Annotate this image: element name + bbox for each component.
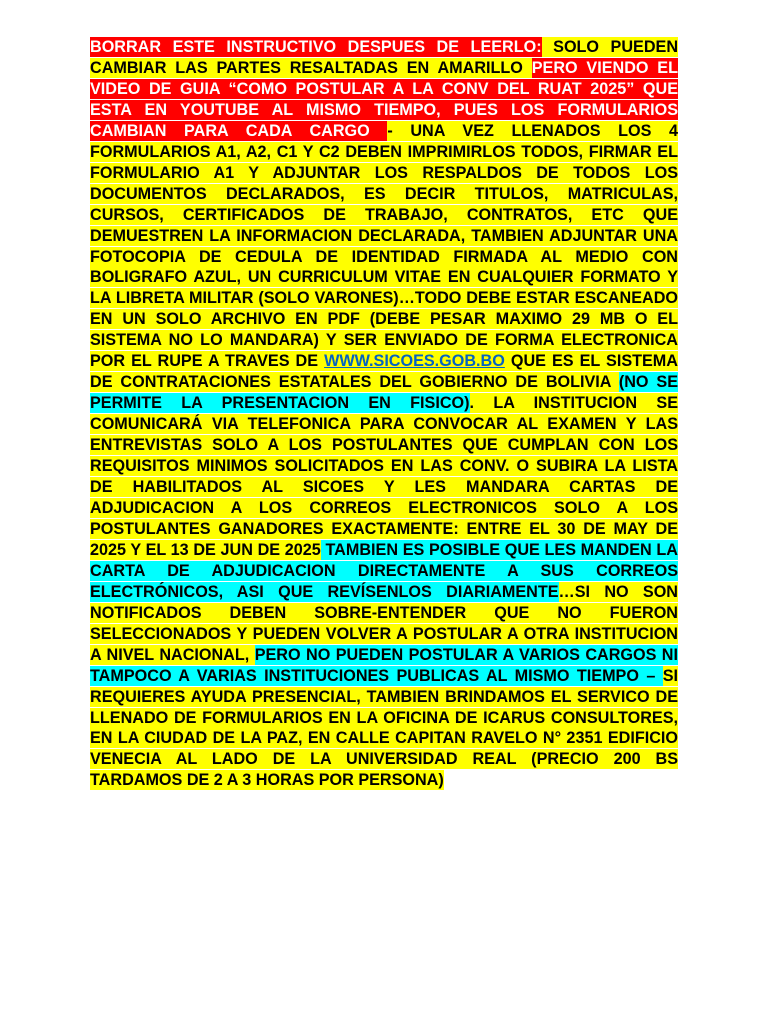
document-page xyxy=(90,37,678,791)
text-segment-no-multiple: PERO NO PUEDEN POSTULAR A VARIOS CARGOS NI TAMPOCO A VARIAS INSTITUCIONES PUBLICAS AL MISMO TIEMPO – xyxy=(90,645,678,685)
text-segment-no-physical: (NO SE PERMITE LA PRESENTACION EN FISICO) xyxy=(90,373,679,413)
text-segment-email-notice: TAMBIEN ES POSIBLE QUE LES MANDEN LA CARTA DE ADJUDICACION DIRECTAMENTE A SUS CORREOS ELECTRÓNICOS, ASI QUE REVÍSENLOS DIARIAMENTE xyxy=(90,540,678,601)
text-segment-institution-contact: . LA INSTITUCION SE COMUNICARÁ VIA TELEFONICA PARA CONVOCAR AL EXAMEN Y LAS ENTREVISTAS SOLO A LOS POSTULANTES QUE CUMPLAN CON LOS REQUISITOS MINIMOS SOLICITADOS EN LAS CONV. O SUBIRA LA LISTA DE HABILITADOS AL SICOES Y LES MANDARA CARTAS DE ADJUDICACION A LOS CORREOS ELECTRONICOS SOLO A LOS POSTULANTES GANADORES EXACTAMENTE: ENTRE EL 30 DE MAY DE 2025 Y EL 13 DE JUN DE 2025 xyxy=(90,394,678,559)
text-segment-space xyxy=(542,37,554,57)
sicoes-link[interactable]: WWW.SICOES.GOB.BO xyxy=(324,352,505,371)
instruction-paragraph xyxy=(90,37,678,791)
text-segment-office-help: SI REQUIERES AYUDA PRESENCIAL, TAMBIEN BRINDAMOS EL SERVICO DE LLENADO DE FORMULARIOS EN LA OFICINA DE ICARUS CONSULTORES, EN LA CIUDAD DE LA PAZ, EN CALLE CAPITAN RAVELO N° 2351 EDIFICIO VENECIA AL LADO DE LA UNIVERSIDAD REAL (PRECIO 200 BS TARDAMOS DE 2 A 3 HORAS POR PERSONA) xyxy=(90,666,678,790)
text-segment-form-requirements: - UNA VEZ LLENADOS LOS 4 FORMULARIOS A1, A2, C1 Y C2 DEBEN IMPRIMIRLOS TODOS, FIRMAR EL FORMULARIO A1 Y ADJUNTAR LOS RESPALDOS DE TODOS LOS DOCUMENTOS DECLARADOS, ES DECIR TITULOS, MATRICULAS, CURSOS, CERTIFICADOS DE TRABAJO, CONTRATOS, ETC QUE DEMUESTREN LA INFORMACION DECLARADA, TAMBIEN ADJUNTAR UNA FOTOCOPIA DE CEDULA DE IDENTIDAD FIRMADA AL MEDIO CON BOLIGRAFO AZUL, UN CURRICULUM VITAE EN CUALQUIER FORMATO Y LA LIBRETA MILITAR (SOLO VARONES)…TODO DEBE ESTAR ESCANEADO EN UN SOLO ARCHIVO EN PDF (DEBE PESAR MAXIMO 29 MB O EL SISTEMA NO LO MANDARA) Y SER ENVIADO DE FORMA ELECTRONICA POR EL RUPE A TRAVES DE xyxy=(90,121,678,371)
text-segment-video-guide: PERO VIENDO EL VIDEO DE GUIA “COMO POSTULAR A LA CONV DEL RUAT 2025” QUE ESTA EN YOUTUBE AL MISMO TIEMPO, PUES LOS FORMULARIOS CAMBIAN PARA CADA CARGO xyxy=(90,58,678,140)
text-segment-sicoes-description: QUE ES EL SISTEMA DE CONTRATACIONES ESTATALES DEL GOBIERNO DE BOLIVIA xyxy=(90,352,678,392)
warning-delete-instructions: BORRAR ESTE INSTRUCTIVO DESPUES DE LEERLO: xyxy=(90,38,542,56)
text-segment-not-notified: …SI NO SON NOTIFICADOS DEBEN SOBRE-ENTENDER QUE NO FUERON SELECCIONADOS Y PUEDEN VOLVER A POSTULAR A OTRA INSTITUCION A NIVEL NACIONAL, xyxy=(90,582,678,664)
text-segment-editable-notice: SOLO PUEDEN CAMBIAR LAS PARTES RESALTADAS EN AMARILLO xyxy=(90,38,679,77)
